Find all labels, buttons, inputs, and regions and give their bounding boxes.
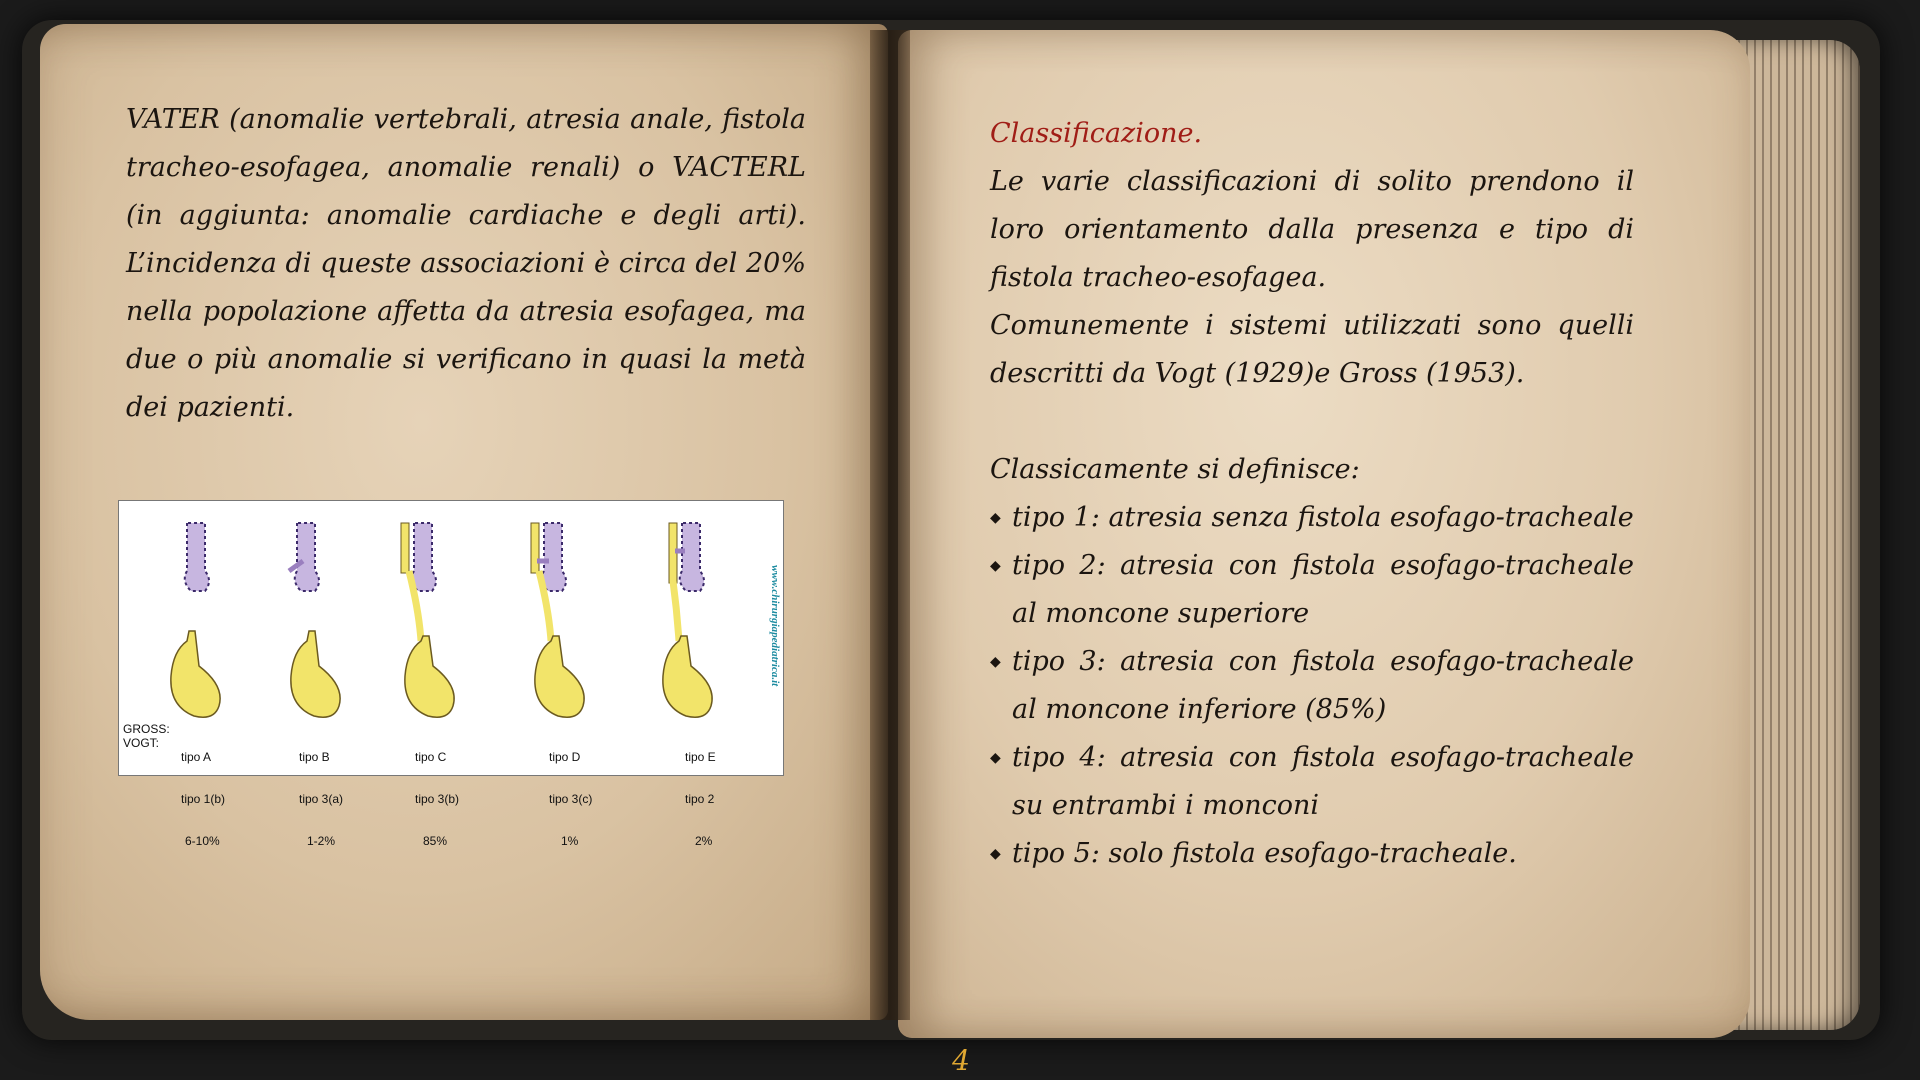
page-number: 4 [952,1044,970,1077]
figure-col-4 [549,722,592,876]
gross-label: tipo E [685,750,716,764]
diagram-type-d [531,523,584,717]
percent-label: 2% [695,834,713,848]
figure-col-3 [415,722,459,876]
vogt-label: tipo 2 [685,792,715,806]
percent-label: 1% [561,834,579,848]
list-item: ◆ tipo 1: atresia senza fistola esofago-tracheale [990,494,1634,542]
right-page-text [990,110,1634,878]
gross-label: tipo D [549,750,581,764]
percent-label: 1-2% [307,834,336,848]
diagram-type-b [289,523,340,717]
section-heading: Classificazione. [990,118,1203,149]
classification-figure [118,500,784,848]
list-intro: Classicamente si definisce: [990,454,1360,485]
figure-row-labels: GROSS: VOGT: [123,722,170,750]
vogt-label: tipo 3(c) [549,792,593,806]
percent-label: 85% [423,834,448,848]
gross-label: tipo B [299,750,330,764]
left-page-paragraph: VATER (anomalie vertebrali, atresia anale, fistola tracheo-esofagea, anomalie renali) o VACTERL (in aggiunta: anomalie cardiache e degli arti). L’incidenza di queste associazioni è circa del 20% nella popolazione affetta da atresia esofagea, ma due o più anomalie si verificano in quasi la metà dei pazienti. [126,104,806,423]
percent-label: 6-10% [185,834,220,848]
spacer [990,398,1634,446]
book-spine [870,30,910,1020]
list-item: ◆ tipo 2: atresia con fistola esofago-tracheale al moncone superiore [990,542,1634,638]
figure-col-1 [181,722,225,876]
figure-col-5 [685,722,716,876]
vogt-label: tipo 3(b) [415,792,460,806]
vogt-label: tipo 1(b) [181,792,226,806]
list-item: ◆ tipo 5: solo fistola esofago-tracheale. [990,830,1634,878]
diagram-type-c [401,523,454,717]
list-item: ◆ tipo 3: atresia con fistola esofago-tracheale al moncone inferiore (85%) [990,638,1634,734]
vogt-label: tipo 3(a) [299,792,344,806]
diagram-type-e [663,523,712,717]
gross-label: tipo A [181,750,212,764]
figure-watermark: www.chirurgiapediatrica.it [769,565,781,687]
figure-col-2 [299,722,343,876]
classification-paragraph: Le varie classificazioni di solito prendono il loro orientamento dalla presenza e tipo di fistola tracheo-esofagea. [990,166,1634,293]
systems-paragraph: Comunemente i sistemi utilizzati sono quelli descritti da Vogt (1929)e Gross (1953). [990,310,1634,389]
type-list [990,494,1634,878]
gross-label: tipo C [415,750,447,764]
list-item: ◆ tipo 4: atresia con fistola esofago-tracheale su entrambi i monconi [990,734,1634,830]
diagram-type-a [171,523,220,717]
